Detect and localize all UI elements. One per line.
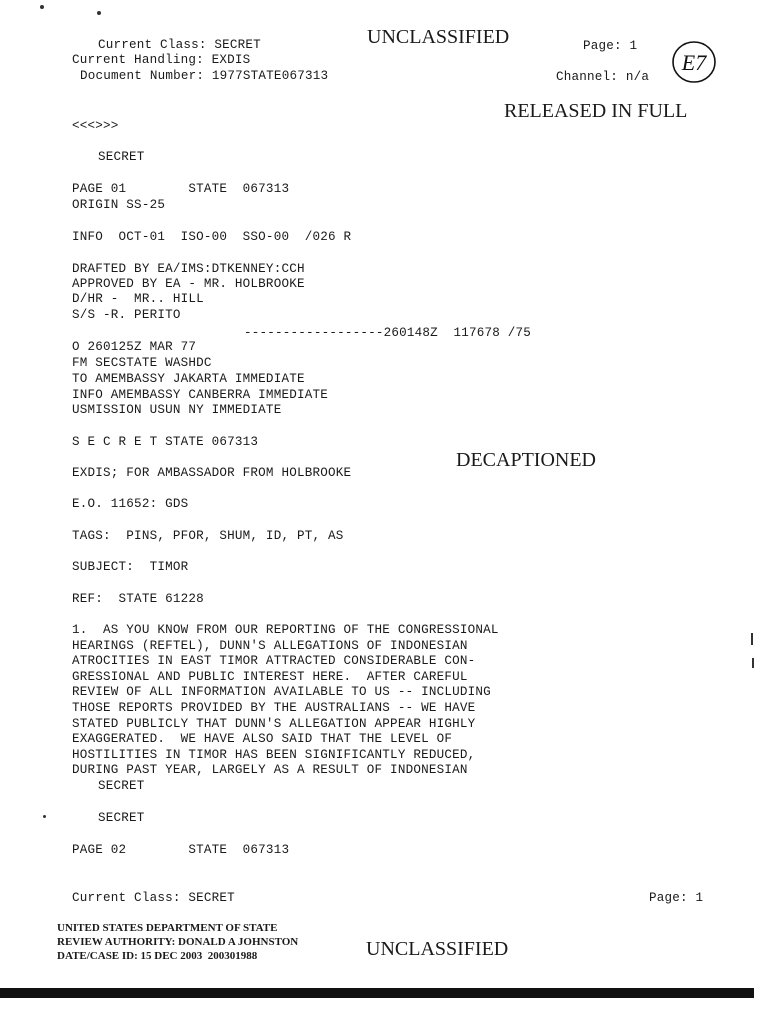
scan-speck — [752, 658, 754, 668]
scan-speck — [40, 5, 44, 9]
exemption-circle-mark — [671, 39, 717, 85]
footer-page-number: Page: 1 — [649, 891, 704, 905]
unclassified-stamp-top: UNCLASSIFIED — [367, 26, 510, 48]
unclassified-stamp-bottom: UNCLASSIFIED — [366, 938, 509, 960]
paragraph-line: STATED PUBLICLY THAT DUNN'S ALLEGATION APPEAR HIGHLY — [72, 716, 476, 731]
classification-secret: SECRET — [98, 150, 145, 164]
paragraph-line: HOSTILITIES IN TIMOR HAS BEEN SIGNIFICANTLY REDUCED, — [72, 747, 476, 762]
exdis-line: EXDIS; FOR AMBASSADOR FROM HOLBROOKE — [72, 466, 352, 480]
tags-line: TAGS: PINS, PFOR, SHUM, ID, PT, AS — [72, 529, 344, 543]
approved-by: APPROVED BY EA - MR. HOLBROOKE — [72, 277, 305, 291]
classification-secret-page2: SECRET — [98, 811, 145, 825]
paragraph-line: DURING PAST YEAR, LARGELY AS A RESULT OF INDONESIAN — [72, 763, 468, 778]
footer-current-class: Current Class: SECRET — [72, 891, 235, 905]
paragraph-line: THOSE REPORTS PROVIDED BY THE AUSTRALIANS -- WE HAVE — [72, 701, 476, 715]
paragraph-line: ATROCITIES IN EAST TIMOR ATTRACTED CONSIDERABLE CON- — [72, 654, 476, 669]
classification-secret-footer: SECRET — [98, 779, 145, 793]
cable-marker: <<<>>> — [72, 119, 119, 133]
origin-line: ORIGIN SS-25 — [72, 198, 166, 212]
decaptioned-stamp: DECAPTIONED — [456, 449, 596, 471]
page-01-line: PAGE 01 STATE 067313 — [72, 182, 290, 196]
paragraph-line: EXAGGERATED. WE HAVE ALSO SAID THAT THE LEVEL OF — [72, 732, 453, 747]
exemption-mark-text: E7 — [681, 50, 707, 75]
paragraph-line: HEARINGS (REFTEL), DUNN'S ALLEGATIONS OF INDONESIAN — [72, 638, 468, 653]
document-number: Document Number: 1977STATE067313 — [80, 69, 329, 83]
usmission-line: USMISSION USUN NY IMMEDIATE — [72, 403, 282, 417]
info-embassy-line: INFO AMEMBASSY CANBERRA IMMEDIATE — [72, 388, 328, 402]
channel: Channel: n/a — [556, 70, 650, 84]
info-line: INFO OCT-01 ISO-00 SSO-00 /026 R — [72, 230, 352, 244]
footer-review-authority: REVIEW AUTHORITY: DONALD A JOHNSTON — [57, 936, 299, 948]
secret-state-line: S E C R E T STATE 067313 — [72, 435, 259, 449]
scan-speck — [751, 633, 753, 645]
from-line: FM SECSTATE WASHDC — [72, 356, 212, 370]
scan-edge-bar — [0, 988, 754, 998]
dhr-line: D/HR - MR.. HILL — [72, 292, 204, 306]
released-in-full-stamp: RELEASED IN FULL — [504, 100, 688, 122]
drafted-by: DRAFTED BY EA/IMS:DTKENNEY:CCH — [72, 262, 305, 276]
scan-speck — [97, 11, 101, 15]
paragraph-line: GRESSIONAL AND PUBLIC INTEREST HERE. AFTER CAREFUL — [72, 669, 468, 684]
ss-line: S/S -R. PERITO — [72, 308, 181, 322]
ref-line: REF: STATE 61228 — [72, 592, 204, 606]
to-line: TO AMEMBASSY JAKARTA IMMEDIATE — [72, 372, 305, 386]
page-02-line: PAGE 02 STATE 067313 — [72, 843, 290, 857]
paragraph-line: REVIEW OF ALL INFORMATION AVAILABLE TO US -- INCLUDING — [72, 685, 491, 700]
date-time-group: O 260125Z MAR 77 — [72, 340, 197, 354]
paragraph-line: 1. AS YOU KNOW FROM OUR REPORTING OF THE CONGRESSIONAL — [72, 623, 499, 637]
eo-line: E.O. 11652: GDS — [72, 497, 189, 511]
current-class: Current Class: SECRET — [98, 38, 261, 52]
subject-line: SUBJECT: TIMOR — [72, 560, 189, 574]
footer-date-case: DATE/CASE ID: 15 DEC 2003 200301988 — [57, 950, 258, 962]
current-handling: Current Handling: EXDIS — [72, 53, 251, 67]
dtg-dash-line: ------------------260148Z 117678 /75 — [244, 326, 532, 340]
scan-speck — [43, 815, 46, 818]
page-number: Page: 1 — [583, 39, 638, 53]
footer-department: UNITED STATES DEPARTMENT OF STATE — [57, 922, 278, 934]
